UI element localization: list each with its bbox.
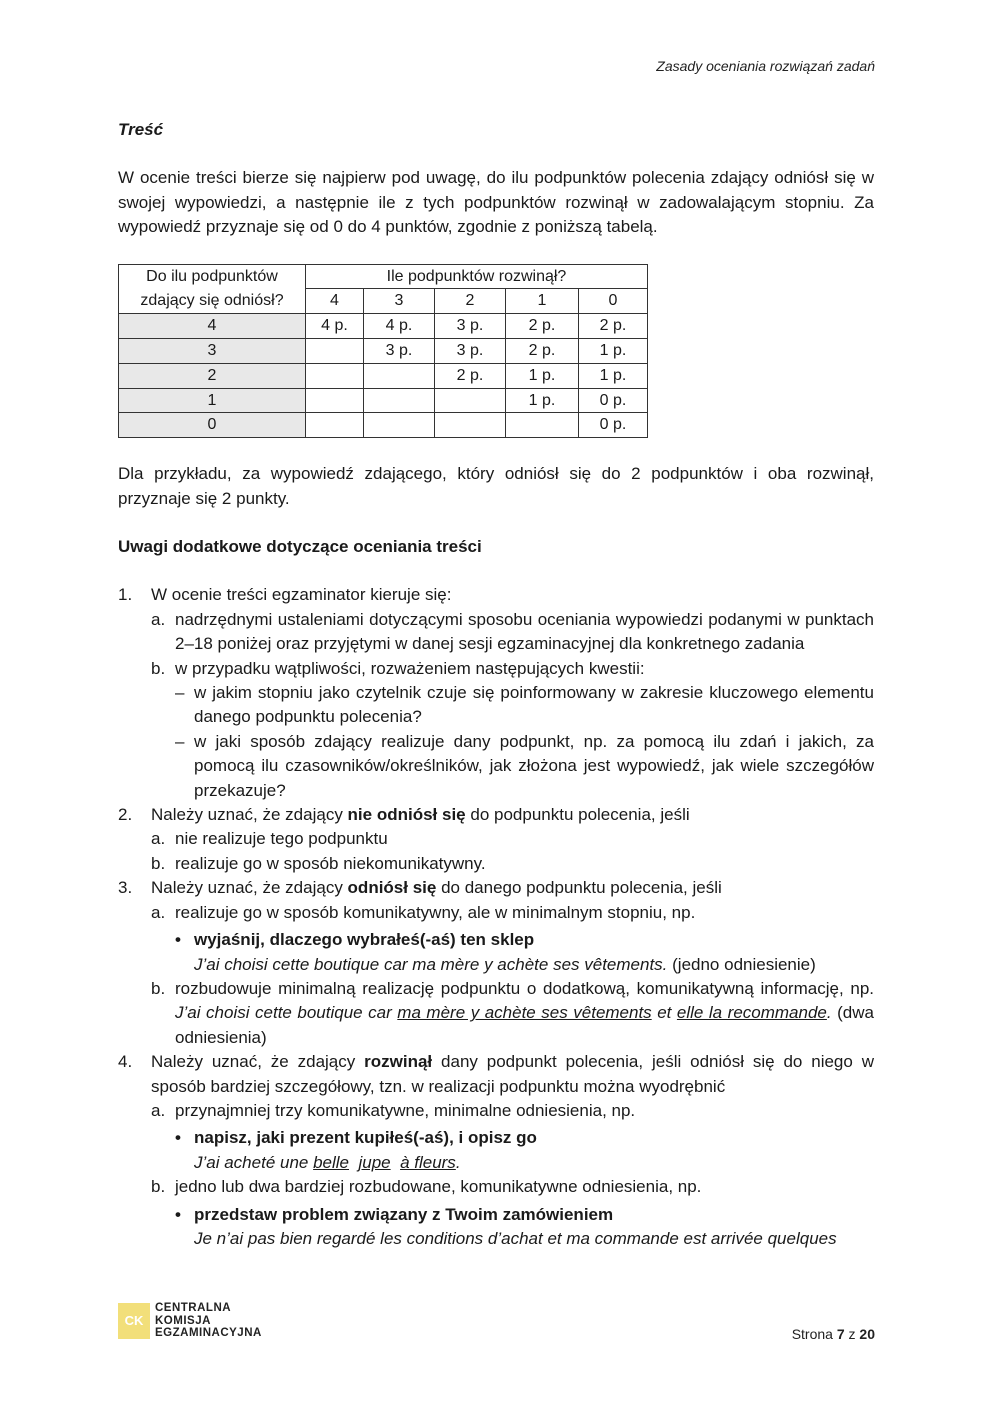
example-4b: Je n’ai pas bien regardé les conditions d’achat et ma commande est arrivée quelques <box>194 1228 837 1248</box>
table-cell: 3 p. <box>364 339 435 364</box>
table-cell: 3 p. <box>435 314 506 339</box>
table-cell <box>364 363 435 388</box>
example-3a: J’ai choisi cette boutique car ma mère y achète ses vêtements. (jedno odniesienie) <box>194 954 816 974</box>
table-row-label: 1 <box>119 388 306 413</box>
page-content <box>118 118 874 1251</box>
table-cell: 2 p. <box>506 314 579 339</box>
table-row-label: 4 <box>119 314 306 339</box>
table-cell <box>306 363 364 388</box>
table-row <box>119 388 648 413</box>
example-paragraph: Dla przykładu, za wypowiedź zdającego, który odniósł się do 2 podpunktów i oba rozwinął, przyznaje się 2 punkty. <box>118 464 874 508</box>
list-item-1b: b. w przypadku wątpliwości, rozważeniem następujących kwestii: <box>151 658 645 678</box>
table-cell <box>306 388 364 413</box>
page-header: Zasady oceniania rozwiązań zadań <box>656 58 875 74</box>
cke-logo-text: CENTRALNA KOMISJA EGZAMINACYJNA <box>155 1302 262 1339</box>
table-row <box>119 314 648 339</box>
list-item-1: 1. W ocenie treści egzaminator kieruje się: <box>118 585 452 605</box>
scoring-table <box>118 264 648 439</box>
cke-logo <box>118 1302 262 1340</box>
table-row-label: 2 <box>119 363 306 388</box>
table-col-1: 1 <box>506 289 579 314</box>
table-row <box>119 363 648 388</box>
bullet-task-4b: • przedstaw problem związany z Twoim zamówieniem <box>175 1204 614 1224</box>
bullet-task-3a: • wyjaśnij, dlaczego wybrałeś(-aś) ten sklep <box>175 930 535 950</box>
table-cell: 1 p. <box>506 363 579 388</box>
table-col-3: 3 <box>364 289 435 314</box>
page-number: Strona 7 z 20 <box>791 1326 875 1342</box>
table-row <box>119 413 648 438</box>
list-item-1a: a. nadrzędnymi ustaleniami dotyczącymi sposobu oceniania wypowiedzi podanymi w punktach 2–18 poniżej oraz przyjętymi w danej sesji egzaminacyjnej dla konkretnego zadania <box>151 609 874 654</box>
table-cell: 1 p. <box>579 339 648 364</box>
table-cell <box>306 339 364 364</box>
list-item-1b-dash1: – w jakim stopniu jako czytelnik czuje się poinformowany w zakresie kluczowego elementu danego podpunktu polecenia? <box>175 683 874 727</box>
list-item-4a: a. przynajmniej trzy komunikatywne, minimalne odniesienia, np. <box>151 1100 636 1120</box>
table-cell: 0 p. <box>579 413 648 438</box>
table-row-header-2: zdający się odniósł? <box>119 289 306 314</box>
list-item-2b: b. realizuje go w sposób niekomunikatywny. <box>151 853 486 873</box>
list-item-2: 2. Należy uznać, że zdający nie odniósł się do podpunktu polecenia, jeśli <box>118 805 690 825</box>
list-item-1b-dash2: – w jaki sposób zdający realizuje dany podpunkt, np. za pomocą ilu zdań i jakich, za pomocą ilu czasowników/określników, jak złożona jest wypowiedź, jak wiele szczegółów przekazuje? <box>175 731 874 800</box>
table-cell: 1 p. <box>579 363 648 388</box>
table-cell <box>435 388 506 413</box>
table-cell: 3 p. <box>435 339 506 364</box>
table-col-header: Ile podpunktów rozwinął? <box>306 264 648 289</box>
list-item-4b: b. jedno lub dwa bardziej rozbudowane, komunikatywne odniesienia, np. <box>151 1177 702 1197</box>
table-cell: 0 p. <box>579 388 648 413</box>
table-cell: 2 p. <box>435 363 506 388</box>
cke-logo-mark: CK <box>118 1303 150 1339</box>
table-cell: 1 p. <box>506 388 579 413</box>
table-row-label: 3 <box>119 339 306 364</box>
table-col-4: 4 <box>306 289 364 314</box>
table-cell <box>435 413 506 438</box>
table-col-0: 0 <box>579 289 648 314</box>
list-item-3b: b. rozbudowuje minimalną realizację podpunktu o dodatkową, komunikatywną informację, np. J’ai choisi cette boutique car ma mère y achète ses vêtements et elle la recommande. (dwa odniesienia) <box>151 978 874 1047</box>
table-row-label: 0 <box>119 413 306 438</box>
bullet-task-4a: • napisz, jaki prezent kupiłeś(-aś), i opisz go <box>175 1128 537 1148</box>
table-col-2: 2 <box>435 289 506 314</box>
table-row <box>119 339 648 364</box>
table-cell <box>306 413 364 438</box>
list-item-4: 4. Należy uznać, że zdający rozwinął dany podpunkt polecenia, jeśli odniósł się do niego w sposób bardziej szczegółowy, tzn. w realizacji podpunktu można wyodrębnić <box>118 1052 874 1096</box>
intro-paragraph: W ocenie treści bierze się najpierw pod uwagę, do ilu podpunktów polecenia zdający odniósł się w swojej wypowiedzi, a następnie ile z tych podpunktów rozwinął w zadowalającym stopniu. Za wypowiedź przyznaje się od 0 do 4 punktów, zgodnie z poniższą tabelą. <box>118 168 874 237</box>
list-item-2a: a. nie realizuje tego podpunktu <box>151 829 388 849</box>
table-cell: 2 p. <box>506 339 579 364</box>
list-item-3: 3. Należy uznać, że zdający odniósł się do danego podpunktu polecenia, jeśli <box>118 878 722 898</box>
table-cell <box>506 413 579 438</box>
table-row-header-1: Do ilu podpunktów <box>119 264 306 289</box>
table-cell <box>364 413 435 438</box>
example-4a: J’ai acheté une belle jupe à fleurs. <box>194 1152 461 1172</box>
table-cell: 4 p. <box>306 314 364 339</box>
list-item-3a: a. realizuje go w sposób komunikatywny, ale w minimalnym stopniu, np. <box>151 902 696 922</box>
remarks-title: Uwagi dodatkowe dotyczące oceniania treści <box>118 537 482 557</box>
section-title: Treść <box>118 120 164 139</box>
table-cell: 4 p. <box>364 314 435 339</box>
table-cell: 2 p. <box>579 314 648 339</box>
table-cell <box>364 388 435 413</box>
